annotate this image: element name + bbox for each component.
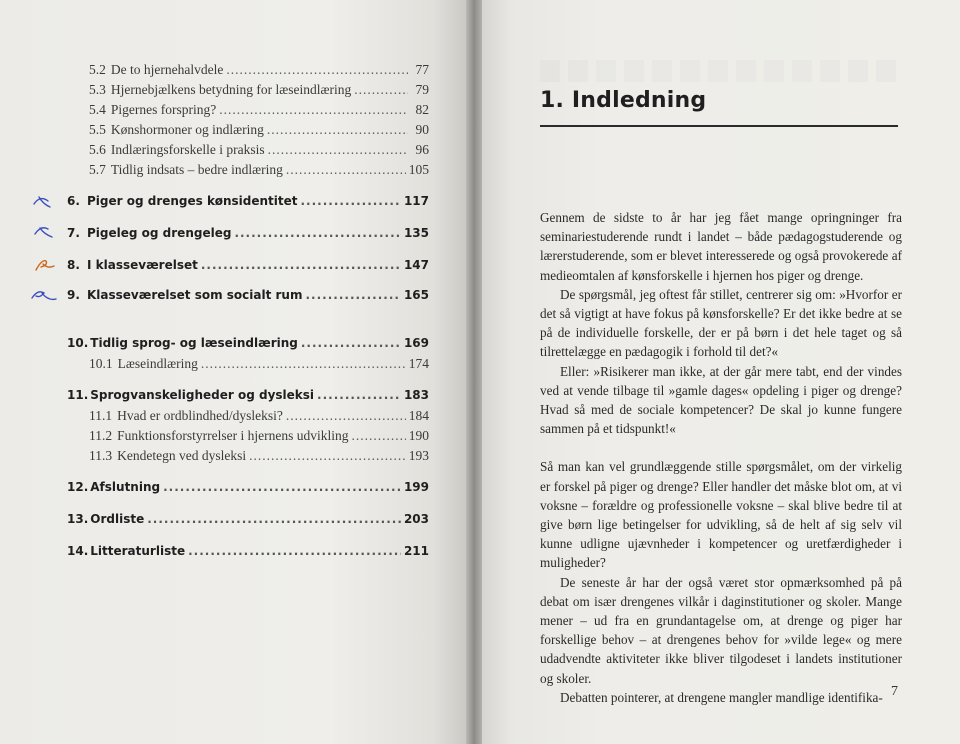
toc-entry-title: Afslutning [90,480,161,494]
book-gutter [466,0,482,744]
toc-entry-number: 5.3 [89,82,106,97]
toc-dot-leader [305,288,400,302]
toc-entry-number: 5.6 [89,142,106,157]
toc-chapter-entry [67,194,429,214]
left-page [0,0,470,744]
toc-chapter-entry [67,480,429,500]
toc-entry-page: 169 [403,336,429,350]
toc-entry-page: 183 [403,388,429,402]
toc-dot-leader [188,544,401,558]
toc-dot-leader [267,122,408,138]
pen-check-mark-icon [30,223,64,243]
toc-dot-leader [226,62,408,78]
toc-entry-number: 13. [67,512,89,526]
heading-rule [540,125,898,127]
body-paragraph: De spørgsmål, jeg oftest får stillet, centrerer sig om: »Hvorfor er det så vigtigt at have fokus på kønsforskelle? Er det ikke bedre at se på de individuelle forskelle, der er på børn i det hele taget og så tilrettelægge en pædagogik i forhold til det?« [540,286,902,360]
toc-entry-page: 79 [415,82,429,97]
toc-dot-leader [268,142,408,158]
toc-subsection-entry [89,62,429,82]
toc-dot-leader [201,356,406,372]
toc-entry-page: 211 [403,544,429,558]
toc-entry-title: Ordliste [90,512,145,526]
body-paragraph: Så man kan vel grundlæggende stille spørgsmålet, om der virkelig er forskel på piger og drenge? Eller handler det måske blot om, at vi voksne – forældre og professionelle voksne – skal blive bedre til at give børn lige betingelser for udvikling, så de helt af sig selv vil kunne udligne ujævnheder i kompetencer og uretfærdigheder i muligheder? [540,459,902,571]
toc-dot-leader [249,448,406,464]
toc-entry-title: De to hjernehalvdele [110,62,224,77]
toc-chapter-entry [67,226,429,246]
toc-dot-leader [351,428,405,444]
toc-chapter-entry [67,336,429,356]
table-of-contents [0,0,470,744]
toc-entry-title: Kønshormoner og indlæring [110,122,264,137]
pen-check-mark-icon [30,285,64,305]
body-paragraph: De seneste år har der også været stor opmærksomhed på på debat om især drengenes vilkår i daginstitutioner og skoler. Mange mener – ud fra en grundantagelse om, at drenge og piger har forskellige behov – at drengenes behov for »vilde lege« og mere udadvendte aktiviteter ikke bliver tilgodeset i landets institutioner og skoler. [540,574,902,686]
toc-entry-title: Litteraturliste [90,544,186,558]
toc-dot-leader [219,102,408,118]
toc-dot-leader [300,194,400,208]
toc-entry-page: 90 [415,122,429,137]
toc-subsection-entry [89,162,429,182]
toc-entry-number: 10.1 [89,356,113,371]
toc-entry-title: Kendetegn ved dysleksi [117,448,247,463]
toc-entry-number: 11.1 [89,408,113,423]
toc-entry-page: 203 [403,512,429,526]
toc-entry-number: 7. [67,226,80,240]
body-paragraph: Eller: »Risikerer man ikke, at der går mere tabt, end der vindes ved at vende tilbage til »gamle dages« opdeling i piger og drenge? Hvad så med de sociale kompetencer? De skal jo kunne fungere sammen på et tidspunkt!« [540,363,902,437]
toc-chapter-entry [67,258,429,278]
toc-entry-title: Hvad er ordblindhed/dysleksi? [117,408,283,423]
toc-entry-title: Læseindlæring [117,356,198,371]
toc-entry-title: Klasseværelset som socialt rum [87,288,303,302]
toc-entry-title: Funktionsforstyrrelser i hjernens udvikling [117,428,349,443]
toc-dot-leader [147,512,401,526]
toc-entry-page: 165 [403,288,429,302]
toc-entry-number: 14. [67,544,89,558]
toc-entry-page: 147 [403,258,429,272]
toc-entry-page: 184 [408,408,429,423]
toc-chapter-entry [67,288,429,308]
toc-chapter-entry [67,544,429,564]
toc-entry-page: 96 [415,142,429,157]
toc-entry-number: 9. [67,288,80,302]
toc-entry-page: 105 [408,162,429,177]
toc-subsection-entry [89,142,429,162]
pen-initial-mark-icon [30,255,64,275]
toc-entry-number: 12. [67,480,89,494]
toc-entry-page: 193 [408,448,429,463]
toc-entry-title: I klasseværelset [87,258,198,272]
toc-entry-title: Tidlig indsats – bedre indlæring [110,162,283,177]
toc-entry-title: Piger og drenges kønsidentitet [87,194,298,208]
toc-entry-number: 6. [67,194,80,208]
toc-subsection-entry [89,102,429,122]
toc-entry-number: 11.2 [89,428,113,443]
toc-entry-title: Hjernebjælkens betydning for læseindlæring [110,82,352,97]
toc-entry-number: 10. [67,336,89,350]
toc-entry-number: 5.2 [89,62,106,77]
toc-entry-page: 190 [408,428,429,443]
toc-entry-page: 174 [408,356,429,371]
toc-entry-page: 77 [415,62,429,77]
toc-dot-leader [286,162,406,178]
bleed-through-shadow [540,60,900,82]
toc-entry-title: Sprogvanskeligheder og dysleksi [90,388,315,402]
toc-entry-title: Tidlig sprog- og læseindlæring [90,336,298,350]
toc-entry-number: 11.3 [89,448,113,463]
body-paragraph: Gennem de sidste to år har jeg fået mange opringninger fra seminariestuderende rundt i landet – både pædagogstuderende og lærerstuderende, som er blevet interesserede og også provokerede af medieomtalen af kønsforskelle i hjernen hos piger og drenge. [540,210,902,283]
toc-dot-leader [301,336,401,350]
chapter-heading: 1. Indledning [540,88,707,113]
toc-dot-leader [317,388,401,402]
toc-chapter-entry [67,388,429,408]
toc-entry-title: Pigernes forspring? [110,102,217,117]
toc-subsection-entry [89,82,429,102]
toc-entry-number: 5.5 [89,122,106,137]
toc-subsection-entry [89,428,429,448]
toc-entry-page: 199 [403,480,429,494]
toc-entry-number: 8. [67,258,80,272]
page-number: 7 [891,684,898,699]
toc-entry-page: 117 [403,194,429,208]
toc-subsection-entry [89,448,429,468]
toc-dot-leader [201,258,401,272]
toc-chapter-entry [67,512,429,532]
toc-entry-number: 5.7 [89,162,106,177]
body-paragraph: Debatten pointerer, at drengene mangler mandlige identifika- [560,689,883,705]
toc-entry-page: 82 [415,102,429,117]
toc-dot-leader [234,226,401,240]
toc-subsection-entry [89,356,429,376]
chapter-body [540,208,902,707]
toc-entry-number: 11. [67,388,89,402]
toc-dot-leader [354,82,408,98]
toc-dot-leader [163,480,401,494]
toc-entry-title: Pigeleg og drengeleg [87,226,232,240]
toc-entry-number: 5.4 [89,102,106,117]
toc-subsection-entry [89,408,429,428]
toc-subsection-entry [89,122,429,142]
toc-entry-page: 135 [403,226,429,240]
toc-dot-leader [286,408,406,424]
pen-check-mark-icon [30,192,64,212]
toc-entry-title: Indlæringsforskelle i praksis [110,142,265,157]
